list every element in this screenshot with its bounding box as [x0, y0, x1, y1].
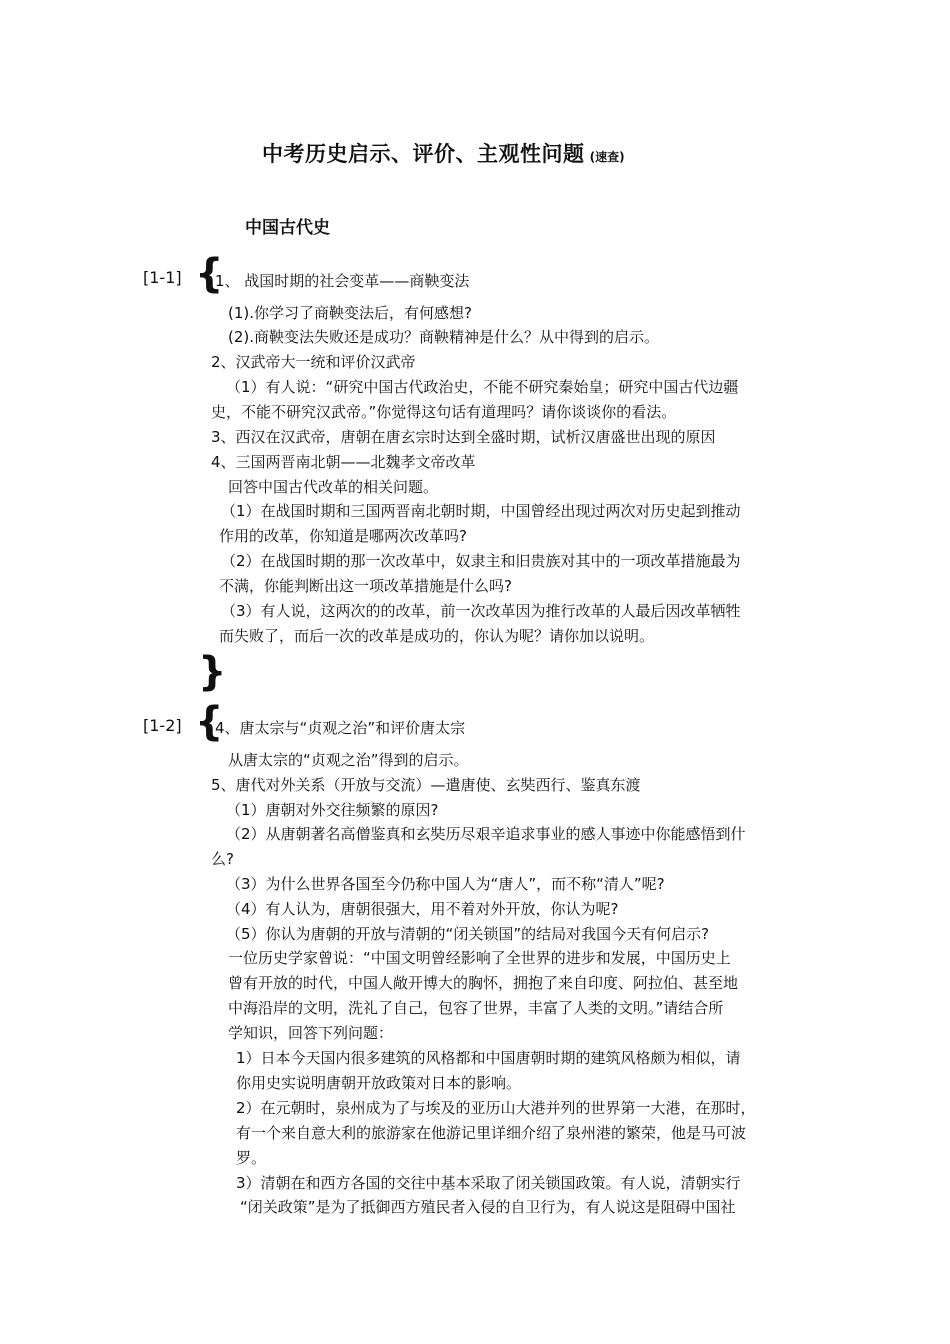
block1-line: 史，不能不研究汉武帝。”你觉得这句话有道理吗？请你谈谈你的看法。: [211, 403, 677, 421]
block2-line: 5、唐代对外关系（开放与交流）—遣唐使、玄奘西行、鉴真东渡: [211, 776, 641, 794]
close-brace-1-1: }: [198, 649, 227, 695]
block1-line: (2).商鞅变法失败还是成功？商鞅精神是什么？从中得到的启示。: [228, 328, 660, 346]
block-label-1-2: [1-2]: [143, 716, 182, 735]
block2-line: 从唐太宗的“贞观之治”得到的启示。: [228, 751, 469, 769]
block1-line: （2）在战国时期的那一次改革中，奴隶主和旧贵族对其中的一项改革措施最为: [221, 552, 741, 570]
block2-line: 有一个来自意大利的旅游家在他游记里详细介绍了泉州港的繁荣，他是马可波: [236, 1124, 747, 1142]
document-title-note: (速查): [589, 150, 625, 164]
document-title: 中考历史启示、评价、主观性问题: [262, 142, 585, 166]
block2-line: （5）你认为唐朝的开放与清朝的“闭关锁国”的结局对我国今天有何启示?: [226, 925, 710, 943]
block-label-1-1: [1-1]: [143, 268, 182, 287]
block2-line: “闭关政策”是为了抵御西方殖民者入侵的自卫行为，有人说这是阻碍中国社: [240, 1198, 736, 1216]
open-brace-1-1: {: [195, 251, 224, 297]
block2-line: 罗。: [236, 1149, 267, 1167]
document-title-row: [262, 138, 625, 168]
block2-line: 中海沿岸的文明，洗礼了自己，包容了世界，丰富了人类的文明。”请结合所: [228, 999, 724, 1017]
block1-line: （3）有人说，这两次的的改革，前一次改革因为推行改革的人最后因改革牺牲: [221, 602, 741, 620]
block2-line: （4）有人认为，唐朝很强大，用不着对外开放，你认为呢?: [226, 900, 619, 918]
block2-line: （2）从唐朝著名高僧鉴真和玄奘历尽艰辛追求事业的感人事迹中你能感悟到什: [226, 825, 746, 843]
block1-line: 不满，你能判断出这一项改革措施是什么吗?: [219, 577, 512, 595]
section-heading: 中国古代史: [245, 218, 330, 238]
block2-line: 1）日本今天国内很多建筑的风格都和中国唐朝时期的建筑风格颇为相似，请: [236, 1049, 741, 1067]
block1-line: (1).你学习了商鞅变法后，有何感想?: [228, 304, 472, 322]
block1-line: 4、三国两晋南北朝——北魏孝文帝改革: [211, 453, 476, 471]
block2-line: （1）唐朝对外交往频繁的原因?: [226, 801, 439, 819]
block1-line: 3、西汉在汉武帝，唐朝在唐玄宗时达到全盛时期，试析汉唐盛世出现的原因: [211, 428, 716, 446]
block2-line: 你用史实说明唐朝开放政策对日本的影响。: [236, 1074, 522, 1092]
block2-line: 2）在元朝时，泉州成为了与埃及的亚历山大港并列的世界第一大港，在那时，: [236, 1099, 756, 1117]
block1-line: 作用的改革，你知道是哪两次改革吗?: [219, 527, 467, 545]
block1-line: 而失败了，而后一次的改革是成功的，你认为呢？请你加以说明。: [219, 627, 655, 645]
block2-line: 学知识，回答下列问题：: [228, 1024, 394, 1042]
block2-line: 3）清朝在和西方各国的交往中基本采取了闭关锁国政策。有人说，清朝实行: [236, 1174, 741, 1192]
block1-line: 回答中国古代改革的相关问题。: [228, 478, 439, 496]
block1-line: （1）在战国时期和三国两晋南北朝时期，中国曾经出现过两次对历史起到推动: [221, 502, 741, 520]
block1-line: 2、汉武帝大一统和评价汉武帝: [211, 353, 416, 371]
block1-line: （1）有人说：“研究中国古代政治史，不能不研究秦始皇；研究中国古代边疆: [226, 378, 739, 396]
open-brace-1-2: {: [195, 699, 224, 745]
block2-line: 一位历史学家曾说：“中国文明曾经影响了全世界的进步和发展，中国历史上: [228, 949, 731, 967]
block1-line: 1、 战国时期的社会变革——商鞅变法: [215, 272, 470, 290]
block2-line: 4、唐太宗与“贞观之治”和评价唐太宗: [215, 719, 466, 737]
block2-line: 么?: [211, 850, 234, 868]
block2-line: （3）为什么世界各国至今仍称中国人为“唐人”，而不称“清人”呢?: [226, 875, 665, 893]
block2-line: 曾有开放的时代，中国人敞开博大的胸怀，拥抱了来自印度、阿拉伯、甚至地: [228, 974, 739, 992]
